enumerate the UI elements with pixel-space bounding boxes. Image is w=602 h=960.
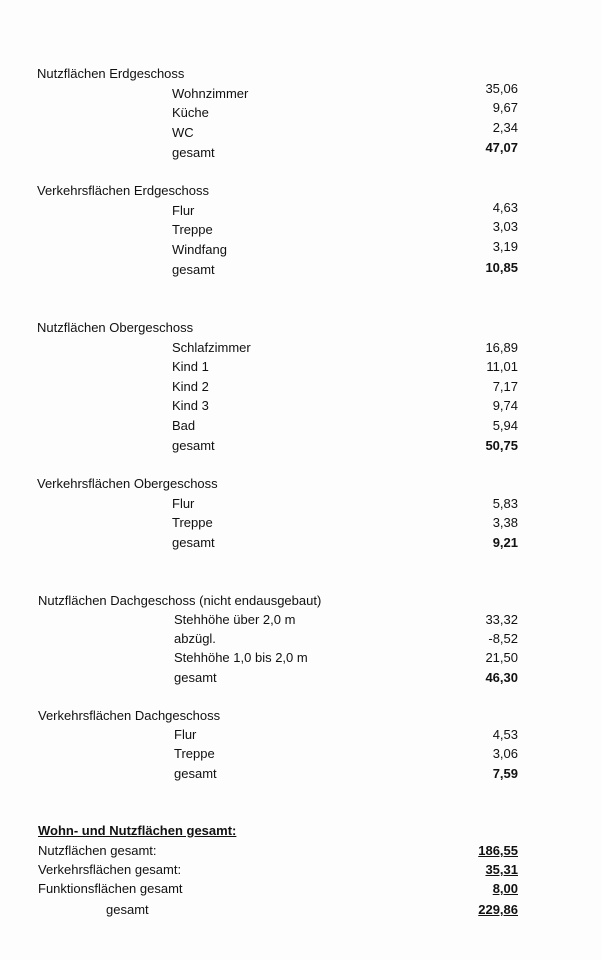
row-value: 33,32: [485, 612, 518, 627]
row-value: 3,19: [492, 239, 518, 254]
row-value: 5,83: [492, 496, 518, 511]
row-label: abzügl.: [174, 631, 216, 646]
row-value: 5,94: [492, 418, 518, 433]
row-value: 16,89: [485, 340, 518, 355]
row-label: Windfang: [172, 242, 227, 257]
row-label: Kind 3: [172, 398, 209, 413]
row-label-total: gesamt: [172, 262, 215, 277]
row-value-total: 50,75: [485, 438, 518, 453]
row-value: 7,17: [492, 379, 518, 394]
row-value: 3,06: [492, 746, 518, 761]
row-value: 21,50: [485, 650, 518, 665]
row-label-total: gesamt: [172, 438, 215, 453]
row-label: Treppe: [172, 222, 213, 237]
row-label: Bad: [172, 418, 196, 433]
row-value-total: 47,07: [485, 140, 518, 155]
row-value-total: 10,85: [485, 260, 518, 275]
section-title-nutzflaechen-og: Nutzflächen Obergeschoss: [37, 320, 194, 335]
row-value-total: 7,59: [492, 766, 518, 781]
row-label: WC: [172, 125, 194, 140]
row-label: Flur: [172, 203, 195, 218]
row-value: 2,34: [492, 120, 518, 135]
section-title-verkehrsflaechen-dg: Verkehrsflächen Dachgeschoss: [38, 708, 221, 723]
row-value-total: 9,21: [492, 535, 518, 550]
summary-value: 35,31: [485, 862, 518, 877]
row-label: Flur: [174, 727, 197, 742]
row-value: 3,38: [492, 515, 518, 530]
row-label: Kind 1: [172, 359, 209, 374]
summary-label: Funktionsflächen gesamt: [38, 881, 183, 896]
row-value: 9,67: [492, 100, 518, 115]
summary-label: Nutzflächen gesamt:: [38, 843, 157, 858]
row-label: Wohnzimmer: [172, 86, 249, 101]
section-title-verkehrsflaechen-og: Verkehrsflächen Obergeschoss: [37, 476, 218, 491]
summary-value: 8,00: [492, 881, 518, 896]
row-label: Küche: [172, 105, 209, 120]
row-label-total: gesamt: [174, 766, 217, 781]
row-value: 4,63: [492, 200, 518, 215]
summary-label-total: gesamt: [106, 902, 149, 917]
row-value: 9,74: [492, 398, 518, 413]
row-value: -8,52: [488, 631, 518, 646]
summary-value: 186,55: [478, 843, 518, 858]
row-value: 35,06: [485, 81, 518, 96]
row-label: Treppe: [172, 515, 213, 530]
row-label: Stehhöhe über 2,0 m: [174, 612, 296, 627]
summary-heading: Wohn- und Nutzflächen gesamt:: [38, 823, 237, 838]
summary-label: Verkehrsflächen gesamt:: [38, 862, 182, 877]
row-label: Stehhöhe 1,0 bis 2,0 m: [174, 650, 308, 665]
row-value: 3,03: [492, 219, 518, 234]
row-label: Schlafzimmer: [172, 340, 251, 355]
row-label: Treppe: [174, 746, 215, 761]
row-label: Kind 2: [172, 379, 209, 394]
row-value-total: 46,30: [485, 670, 518, 685]
section-title-nutzflaechen-dg: Nutzflächen Dachgeschoss (nicht endausgebaut): [38, 593, 322, 608]
summary-value-total: 229,86: [478, 902, 518, 917]
row-value: 11,01: [486, 359, 518, 374]
row-label-total: gesamt: [172, 145, 215, 160]
row-value: 4,53: [492, 727, 518, 742]
section-title-verkehrsflaechen-eg: Verkehrsflächen Erdgeschoss: [37, 183, 209, 198]
row-label-total: gesamt: [172, 535, 215, 550]
section-title-nutzflaechen-eg: Nutzflächen Erdgeschoss: [37, 66, 185, 81]
row-label: Flur: [172, 496, 195, 511]
row-label-total: gesamt: [174, 670, 217, 685]
